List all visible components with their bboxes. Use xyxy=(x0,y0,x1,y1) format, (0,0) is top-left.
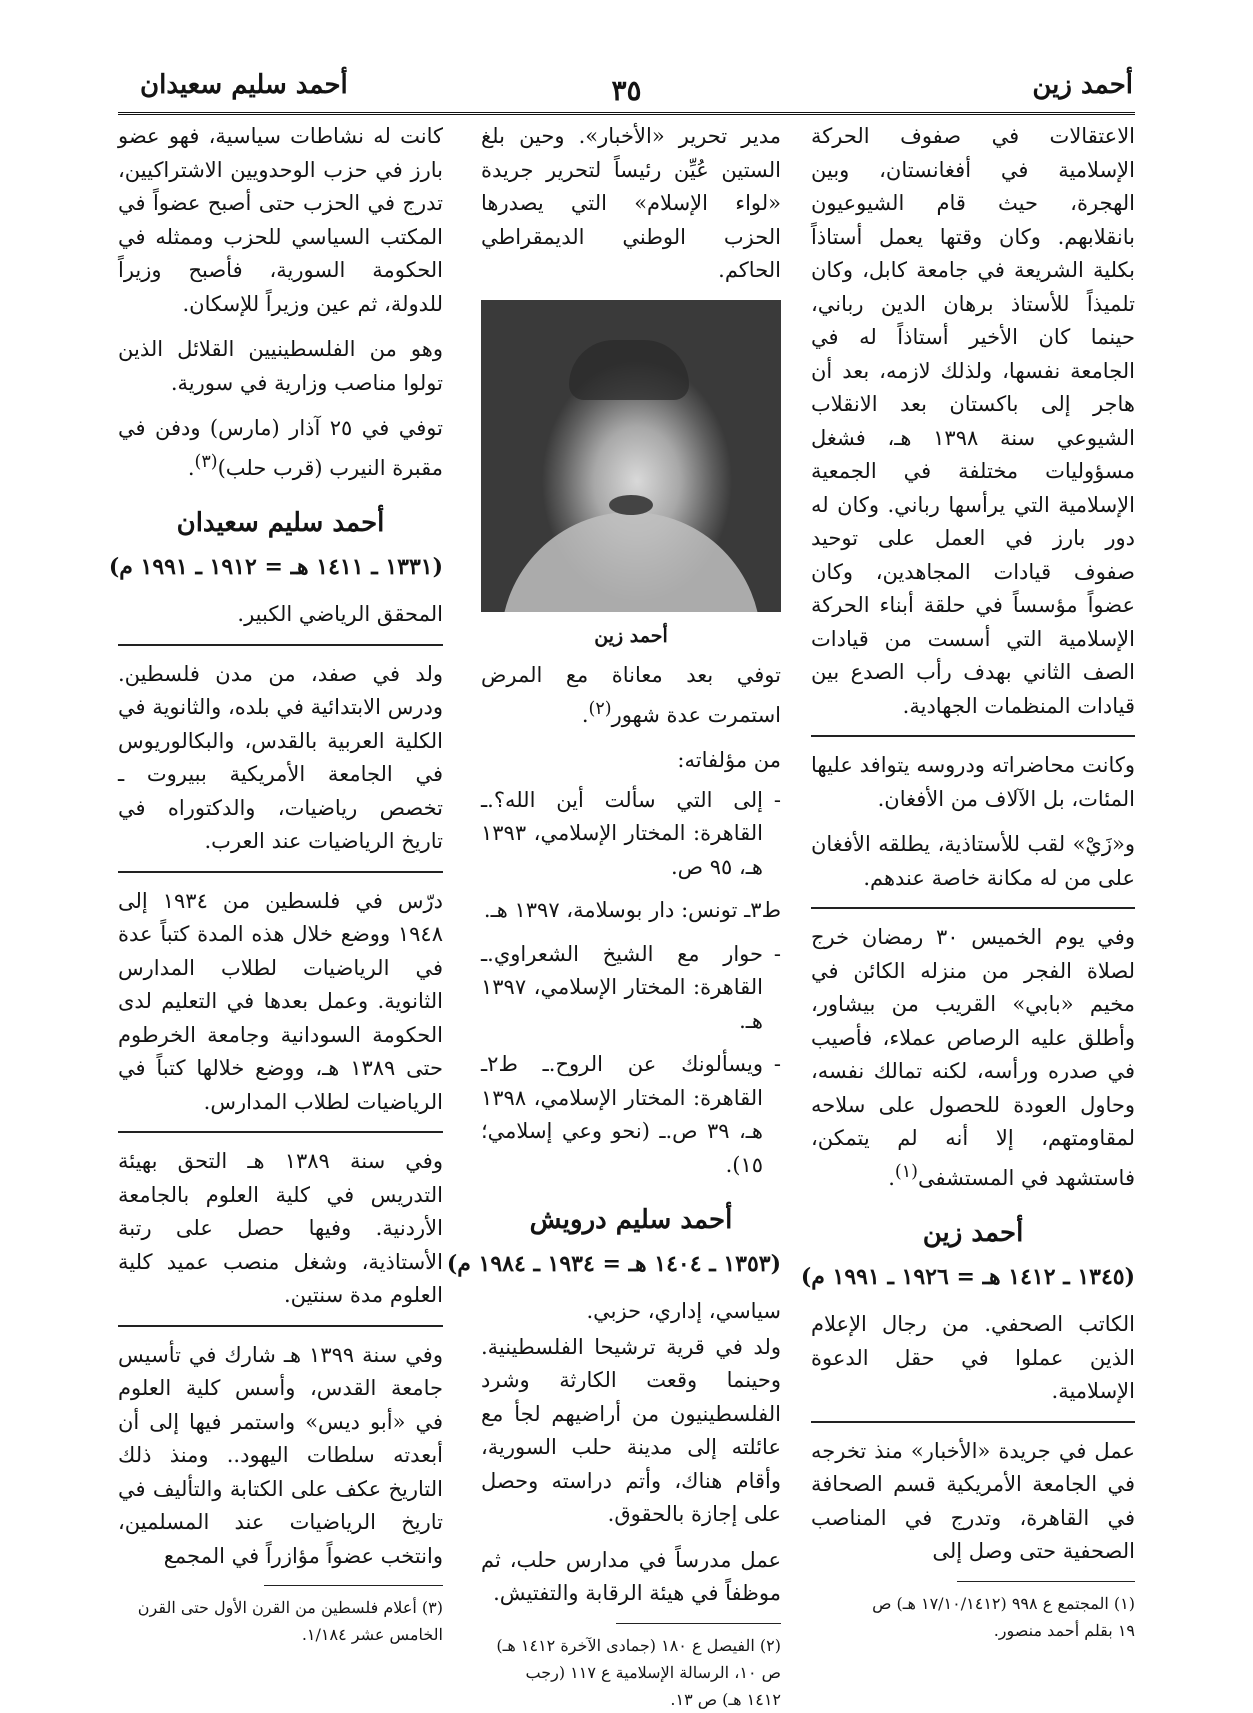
paragraph: كانت له نشاطات سياسية، فهو عضو بارز في حزب الوحدويين الاشتراكيين، تدرج في الحزب حتى أصبح عضواً في المكتب السياسي للحزب وممثله في الحكومة السورية، فأصبح وزيراً للدولة، ثم عين وزيراً للإسكان. xyxy=(118,124,443,316)
running-header-left: أحمد سليم سعيدان xyxy=(140,70,348,100)
footnote-rule xyxy=(264,1585,443,1586)
paragraph: عمل في جريدة «الأخبار» منذ تخرجه في الجامعة الأمريكية قسم الصحافة في القاهرة، وتدرج في المناصب الصحفية حتى وصل إلى xyxy=(811,1438,1135,1563)
column-middle xyxy=(446,120,781,1713)
list-item: - إلى التي سألت أين الله؟.ـ القاهرة: المختار الإسلامي، ١٣٩٣ هـ، ٩٥ ص. xyxy=(481,784,781,885)
biography-dates: (١٣٣١ ـ ١٤١١ هـ = ١٩١٢ ـ ١٩٩١ م) xyxy=(108,553,443,580)
paragraph: وهو من الفلسطينيين القلائل الذين تولوا مناصب وزارية في سورية. xyxy=(118,337,443,395)
biography-name: أحمد سليم درويش xyxy=(529,1205,733,1235)
paragraph-text: توفي في ٢٥ آذار (مارس) ودفن في مقبرة النيرب (قرب حلب) xyxy=(118,416,443,480)
biography-dates: (١٣٥٣ ـ ١٤٠٤ هـ = ١٩٣٤ ـ ١٩٨٤ م) xyxy=(446,1250,781,1277)
biography-dates: (١٣٤٥ ـ ١٤١٢ هـ = ١٩٢٦ ـ ١٩٩١ م) xyxy=(800,1263,1135,1290)
footnote-ref: (٣) xyxy=(194,451,218,472)
photo-detail xyxy=(609,495,653,515)
paragraph: درّس في فلسطين من ١٩٣٤ إلى ١٩٤٨ ووضع خلال هذه المدة كتباً عدة في الرياضيات لطلاب المدارس الثانوية. وعمل بعدها في التعليم لدى الحكومة السودانية وجامعة الخرطوم حتى ١٣٨٩ هـ، ووضع خلالها كتباً في الرياضيات لطلاب المدارس. xyxy=(118,888,443,1114)
header-rule xyxy=(118,112,1135,115)
divider xyxy=(811,735,1135,737)
paragraph: الاعتقالات في صفوف الحركة الإسلامية في أفغانستان، وبين الهجرة، حيث قام الشيوعيون بانقلابهم. وكان وقتها يعمل أستاذاً بكلية الشريعة في جامعة كابل، وكان تلميذاً للأستاذ برهان الدين رباني، حينما كان الأخير أستاذاً له في الجامعة نفسها، ولذلك لازمه، بعد أن هاجر إلى باكستان بعد الانقلاب الشيوعي سنة ١٣٩٨ هـ، فشغل مسؤوليات مختلفة في الجمعية الإسلامية التي يرأسها رباني. وكان له دور بارز في العمل على توحيد صفوف قيادات المجاهدين، وكان عضواً مؤسساً في حلقة أبناء الحركة الإسلامية التي أسست من قيادات الصف الثاني بهدف رأب الصدع بين قيادات المنظمات الجهادية. xyxy=(811,124,1135,718)
works-title: من مؤلفاته: xyxy=(677,748,781,772)
footnote-ref: (٢) xyxy=(588,698,612,719)
list-item: ط٣ـ تونس: دار بوسلامة، ١٣٩٧ هـ. xyxy=(483,898,781,922)
paragraph: الكاتب الصحفي. من رجال الإعلام الذين عملوا في حقل الدعوة الإسلامية. xyxy=(811,1312,1135,1403)
running-header-right: أحمد زين xyxy=(1032,70,1133,100)
biography-name: أحمد زين xyxy=(922,1218,1024,1248)
list-item: - حوار مع الشيخ الشعراوي.ـ القاهرة: المختار الإسلامي، ١٣٩٧ هـ. xyxy=(481,938,781,1039)
paragraph: عمل مدرساً في مدارس حلب، ثم موظفاً في هيئة الرقابة والتفتيش. xyxy=(481,1547,781,1605)
footnote-line: (١) المجتمع ع ٩٩٨ (١٧/١٠/١٤١٢ هـ) ص xyxy=(872,1593,1135,1613)
photo-caption: أحمد زين xyxy=(594,624,668,647)
footnote-line: ١٩ بقلم أحمد منصور. xyxy=(993,1620,1135,1640)
paragraph-text: وفي يوم الخميس ٣٠ رمضان خرج لصلاة الفجر من منزله الكائن في مخيم «بابي» القريب من بيشاور، وأطلق عليه الرصاص عملاء، فأصيب في صدره ورأسه، لكنه تمالك نفسه، وحاول العودة للحصول على سلاحه لمقاومتهم، إلا أنه لم يتمكن، فاستشهد في المستشفى xyxy=(811,925,1135,1190)
divider xyxy=(118,644,443,646)
paragraph: ولد في قرية ترشيحا الفلسطينية. وحينما وقعت الكارثة وشرد الفلسطينيون من أراضيهم لجأ مع عائلته إلى مدينة حلب السورية، وأقام هناك، وأتم دراسته وحصل على إجازة بالحقوق. xyxy=(481,1334,781,1526)
footnote xyxy=(811,1590,1135,1644)
photo-detail xyxy=(501,512,761,612)
works-list xyxy=(481,784,781,1183)
divider xyxy=(118,1325,443,1327)
paragraph: المحقق الرياضي الكبير. xyxy=(237,602,443,626)
footnote xyxy=(481,1632,781,1713)
footnote-rule xyxy=(957,1581,1135,1582)
paragraph: توفي في ٢٥ آذار (مارس) ودفن في مقبرة النيرب (قرب حلب)$^{(٣)}$. xyxy=(118,416,443,480)
paragraph: وفي يوم الخميس ٣٠ رمضان خرج لصلاة الفجر من منزله الكائن في مخيم «بابي» القريب من بيشاور، وأطلق عليه الرصاص عملاء، فأصيب في صدره ورأسه، لكنه تمالك نفسه، وحاول العودة للحصول على سلاحه لمقاومتهم، إلا أنه لم يتمكن، فاستشهد في المستشفى$^{(١)}$. xyxy=(811,925,1135,1190)
footnote-line: (٣) أعلام فلسطين من القرن الأول حتى القرن xyxy=(137,1598,443,1617)
list-item: - ويسألونك عن الروح.ـ ط٢ـ القاهرة: المختار الإسلامي، ١٣٩٨ هـ، ٣٩ ص.ـ (نحو وعي إسلامي؛ ١٥). xyxy=(481,1048,781,1182)
footnote-rule xyxy=(616,1623,781,1624)
divider xyxy=(118,871,443,873)
biography-name: أحمد سليم سعيدان xyxy=(176,508,385,538)
portrait-photo xyxy=(481,300,781,612)
footnote-line: (٢) الفيصل ع ١٨٠ (جمادى الآخرة ١٤١٢ هـ) xyxy=(496,1635,781,1655)
footnote-line: ص ١٠، الرسالة الإسلامية ع ١١٧ (رجب xyxy=(525,1662,781,1682)
footnote-line: ١٤١٢ هـ) ص ١٣. xyxy=(670,1689,781,1709)
divider xyxy=(118,1131,443,1133)
paragraph: مدير تحرير «الأخبار». وحين بلغ الستين عُيِّن رئيساً لتحرير جريدة «لواء الإسلام» التي يصدرها الحزب الوطني الديمقراطي الحاكم. xyxy=(481,124,781,282)
footnote-ref: (١) xyxy=(894,1161,918,1182)
paragraph: ولد في صفد، من مدن فلسطين. ودرس الابتدائية في بلده، والثانوية في الكلية العربية بالقدس، والبكالوريوس في الجامعة الأمريكية ببيروت ـ تخصص رياضيات، والدكتوراه في تاريخ الرياضيات عند العرب. xyxy=(118,661,443,853)
divider xyxy=(811,907,1135,909)
paragraph: وفي سنة ١٣٩٩ هـ شارك في تأسيس جامعة القدس، وأسس كلية العلوم في «أبو ديس» واستمر فيها إلى أن أبعدته سلطات اليهود.. ومنذ ذلك التاريخ عكف على الكتابة والتأليف في تاريخ الرياضيات عند المسلمين، وانتخب عضواً مؤازراً في المجمع xyxy=(118,1342,443,1568)
column-right xyxy=(800,120,1135,1644)
footnote-line: الخامس عشر ١/١٨٤. xyxy=(301,1625,443,1644)
column-left xyxy=(108,120,443,1648)
paragraph: سياسي، إداري، حزبي. xyxy=(586,1299,781,1323)
paragraph: وكانت محاضراته ودروسه يتوافد عليها المئات، بل الآلاف من الأفغان. xyxy=(811,753,1135,811)
page-number: ٣٥ xyxy=(611,74,642,107)
footnote xyxy=(118,1594,443,1648)
paragraph-text: توفي بعد معاناة مع المرض استمرت عدة شهور xyxy=(481,663,781,727)
paragraph: و«زَيْ» لقب للأستاذية، يطلقه الأفغان على من له مكانة خاصة عندهم. xyxy=(811,832,1135,890)
paragraph: توفي بعد معاناة مع المرض استمرت عدة شهور$^{(٢)}$. xyxy=(481,663,781,727)
paragraph: وفي سنة ١٣٨٩ هـ التحق بهيئة التدريس في كلية العلوم بالجامعة الأردنية. وفيها حصل على رتبة الأستاذية، وشغل منصب عميد كلية العلوم مدة سنتين. xyxy=(118,1149,443,1307)
photo-detail xyxy=(569,340,689,400)
divider xyxy=(811,1421,1135,1423)
